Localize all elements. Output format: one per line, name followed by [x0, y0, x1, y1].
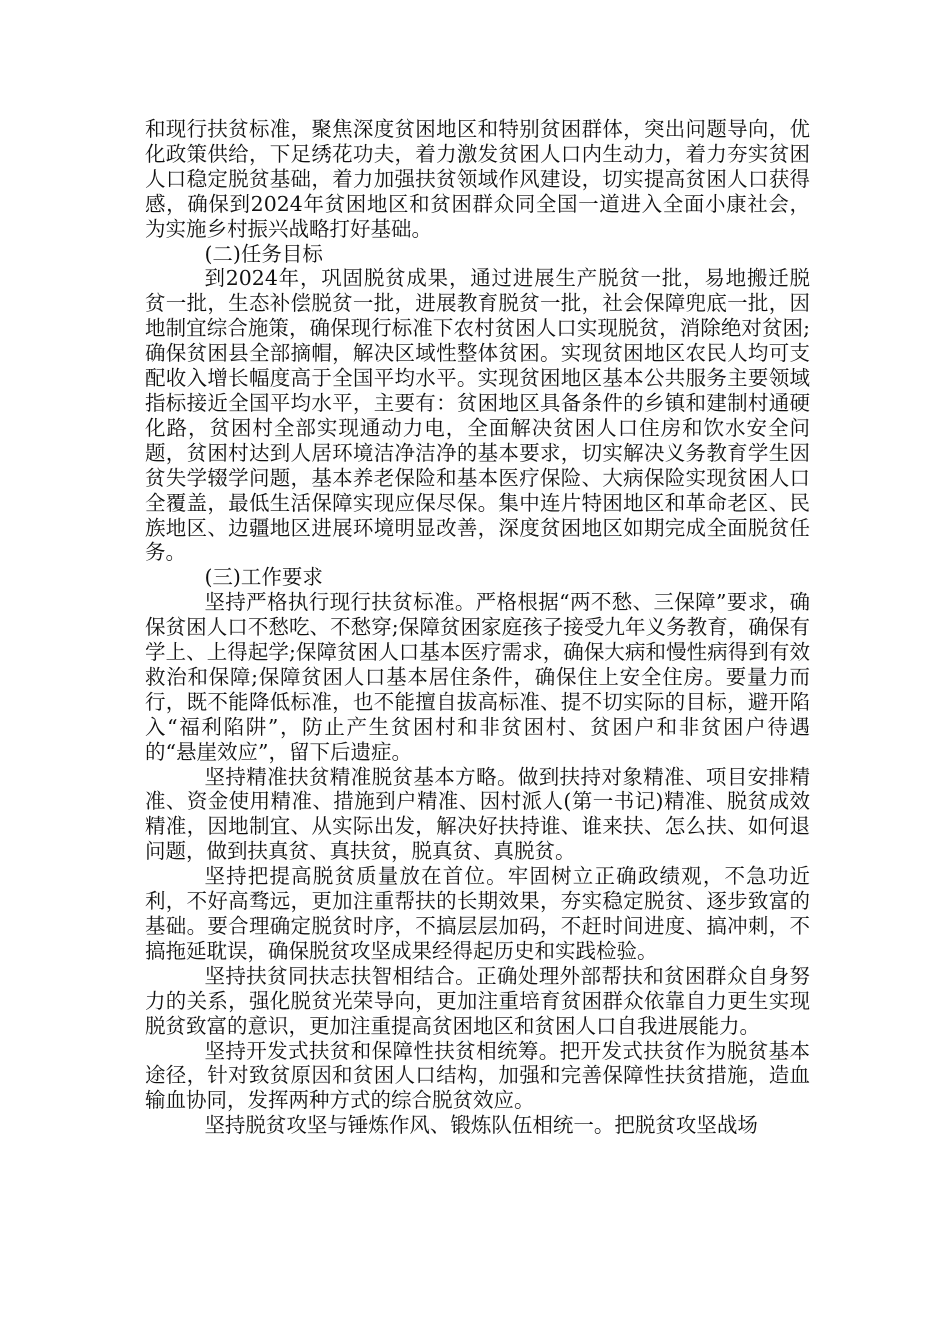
paragraph-style-and-team: 坚持脱贫攻坚与锤炼作风、锻炼队伍相统一。把脱贫攻坚战场	[204, 1113, 758, 1138]
paragraph-quality-first: 坚持把提高脱贫质量放在首位。牢固树立正确政绩观，不急功近利，不好高骛远，更加注重帮扶的长期效果，夯实稳定脱贫、逐步致富的基础。要合理确定脱贫时序，不搞层层加码，不赶时间进度、搞冲刺，不搞拖延耽误，确保脱贫攻坚成果经得起历史和实践检验。	[145, 864, 810, 963]
paragraph-precise-poverty-alleviation: 坚持精准扶贫精准脱贫基本方略。做到扶持对象精准、项目安排精准、资金使用精准、措施到户精准、因村派人(第一书记)精准、脱贫成效精准，因地制宜、从实际出发，解决好扶持谁、谁来扶、怎么扶、如何退问题，做到扶真贫、真扶贫，脱真贫、真脱贫。	[145, 764, 810, 864]
paragraph-task-goals: 到2024年，巩固脱贫成果，通过进展生产脱贫一批，易地搬迁脱贫一批，生态补偿脱贫一批，进展教育脱贫一批，社会保障兜底一批，因地制宜综合施策，确保现行标准下农村贫困人口实现脱贫，消除绝对贫困;确保贫困县全部摘帽，解决区域性整体贫困。实现贫困地区农民人均可支配收入增长幅度高于全国平均水平。实现贫困地区基本公共服务主要领域指标接近全国平均水平，主要有：贫困地区具备条件的乡镇和建制村通硬化路，贫困村全部实现通动力电，全面解决贫困人口住房和饮水安全问题，贫困村达到人居环境洁净洁净的基本要求，切实解决义务教育学生因贫失学辍学问题，基本养老保险和基本医疗保险、大病保险实现贫困人口全覆盖，最低生活保障实现应保尽保。集中连片特困地区和革命老区、民族地区、边疆地区进展环境明显改善，深度贫困地区如期完成全面脱贫任务。	[145, 266, 810, 565]
document-body	[145, 117, 810, 1138]
paragraph-poverty-standard: 坚持严格执行现行扶贫标准。严格根据“两不愁、三保障”要求，确保贫困人口不愁吃、不愁穿;保障贫困家庭孩子接受九年义务教育，确保有学上、上得起学;保障贫困人口基本医疗需求，确保大病和慢性病得到有效救治和保障;保障贫困人口基本居住条件，确保住上安全住房。要量力而行，既不能降低标准，也不能擅自拔高标准、提不切实际的目标，避开陷入“福利陷阱”，防止产生贫困村和非贫困村、贫困户和非贫困户待遇的“悬崖效应”，留下后遗症。	[145, 590, 810, 764]
section-heading-task-goals: (二)任务目标	[204, 241, 323, 266]
paragraph-continuation: 和现行扶贫标准，聚焦深度贫困地区和特别贫困群体，突出问题导向，优化政策供给，下足绣花功夫，着力激发贫困人口内生动力，着力夯实贫困人口稳定脱贫基础，着力加强扶贫领域作风建设，切实提高贫困人口获得感，确保到2024年贫困地区和贫困群众同全国一道进入全面小康社会，为实施乡村振兴战略打好基础。	[145, 117, 810, 241]
paragraph-aspiration-and-wisdom: 坚持扶贫同扶志扶智相结合。正确处理外部帮扶和贫困群众自身努力的关系，强化脱贫光荣导向，更加注重培育贫困群众依靠自力更生实现脱贫致富的意识，更加注重提高贫困地区和贫困人口自我进展能力。	[145, 963, 810, 1038]
section-heading-work-requirements: (三)工作要求	[204, 565, 323, 590]
paragraph-development-and-security: 坚持开发式扶贫和保障性扶贫相统筹。把开发式扶贫作为脱贫基本途径，针对致贫原因和贫困人口结构，加强和完善保障性扶贫措施，造血输血协同，发挥两种方式的综合脱贫效应。	[145, 1038, 810, 1113]
